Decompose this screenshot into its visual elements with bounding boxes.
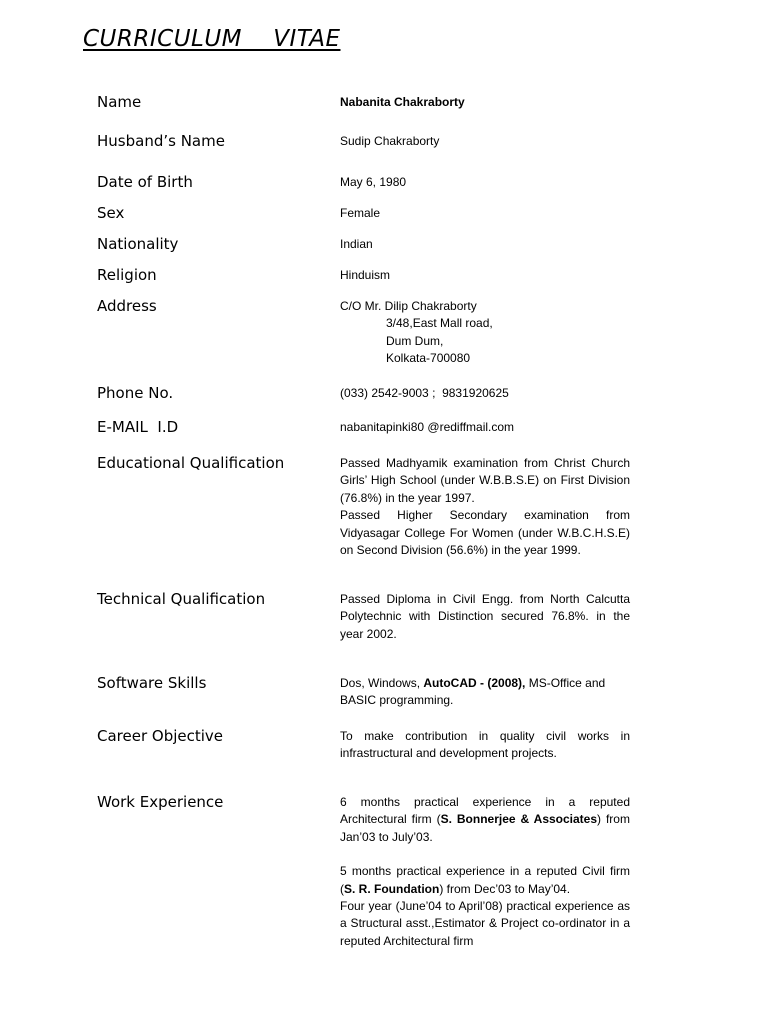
firm-name: S. R. Foundation xyxy=(344,881,440,896)
software-skills-label: Software Skills xyxy=(97,674,207,692)
autocad-text: AutoCAD - (2008), xyxy=(423,676,526,690)
firm-name: S. Bonnerjee & Associates xyxy=(440,812,598,827)
name-value: Nabanita Chakraborty xyxy=(340,95,465,109)
religion-value: Hinduism xyxy=(340,268,391,282)
work-experience-value xyxy=(340,794,630,950)
email-value: nabanitapinki80 @rediffmail.com xyxy=(340,420,515,434)
address-line: Kolkata-700080 xyxy=(386,351,471,366)
work-text: ) from Dec’03 to May’04. xyxy=(439,881,571,896)
husband-name-label: Husband’s Name xyxy=(97,132,225,150)
phone-value: (033) 2542-9003 ; 9831920625 xyxy=(340,386,509,400)
address-line: 3/48,East Mall road, xyxy=(386,316,493,331)
work-experience-label: Work Experience xyxy=(97,793,224,811)
address-line: Dum Dum, xyxy=(386,333,444,348)
sex-label: Sex xyxy=(97,204,125,222)
higher-secondary-text: Passed Higher Secondary examination from Vidyasagar College For Women (under W.B.C.H.S.E) on Second Division (56.6%) in the year 1999. xyxy=(340,508,630,558)
religion-label: Religion xyxy=(97,266,157,284)
husband-name-value: Sudip Chakraborty xyxy=(340,134,440,148)
dob-value: May 6, 1980 xyxy=(340,175,407,189)
nationality-value: Indian xyxy=(340,237,373,251)
madhyamik-text: Passed Madhyamik examination from Christ Church Girls’ High School (under W.B.B.S.E) on First Division (76.8%) in the year 1997. xyxy=(340,456,630,505)
address-label: Address xyxy=(97,297,157,315)
educational-qualification-label: Educational Qualification xyxy=(97,454,285,472)
address-value xyxy=(340,298,630,368)
document-title: CURRICULUM VITAE xyxy=(83,26,341,52)
nationality-label: Nationality xyxy=(97,235,179,253)
email-label: E-MAIL I.D xyxy=(97,418,179,436)
software-skills-value xyxy=(340,675,630,710)
address-line: C/O Mr. Dilip Chakraborty xyxy=(340,299,477,313)
career-objective-value: To make contribution in quality civil works in infrastructural and development projects. xyxy=(340,729,630,761)
phone-label: Phone No. xyxy=(97,384,174,402)
software-text: Dos, Windows, xyxy=(340,676,424,690)
name-label: Name xyxy=(97,93,142,111)
career-objective-label: Career Objective xyxy=(97,727,224,745)
work-text: 5 months practical experience in a reputed Civil firm ( xyxy=(340,864,630,896)
work-text: ) from Jan’03 to July’03. xyxy=(340,812,630,844)
work-experience-item xyxy=(340,794,630,846)
software-text-rest: MS-Office and BASIC programming. xyxy=(340,676,606,708)
dob-label: Date of Birth xyxy=(97,173,193,191)
educational-qualification-value xyxy=(340,455,630,559)
work-experience-item: Four year (June’04 to April’08) practical experience as a Structural asst.,Estimator & Project co-ordinator in a reputed Architectural firm xyxy=(340,899,630,948)
sex-value: Female xyxy=(340,206,381,220)
technical-qualification-value: Passed Diploma in Civil Engg. from North Calcutta Polytechnic with Distinction secured 76.8%. in the year 2002. xyxy=(340,592,630,641)
work-text: 6 months practical experience in a reputed Architectural firm ( xyxy=(340,795,630,827)
work-experience-item xyxy=(340,863,630,898)
technical-qualification-label: Technical Qualification xyxy=(97,590,266,608)
